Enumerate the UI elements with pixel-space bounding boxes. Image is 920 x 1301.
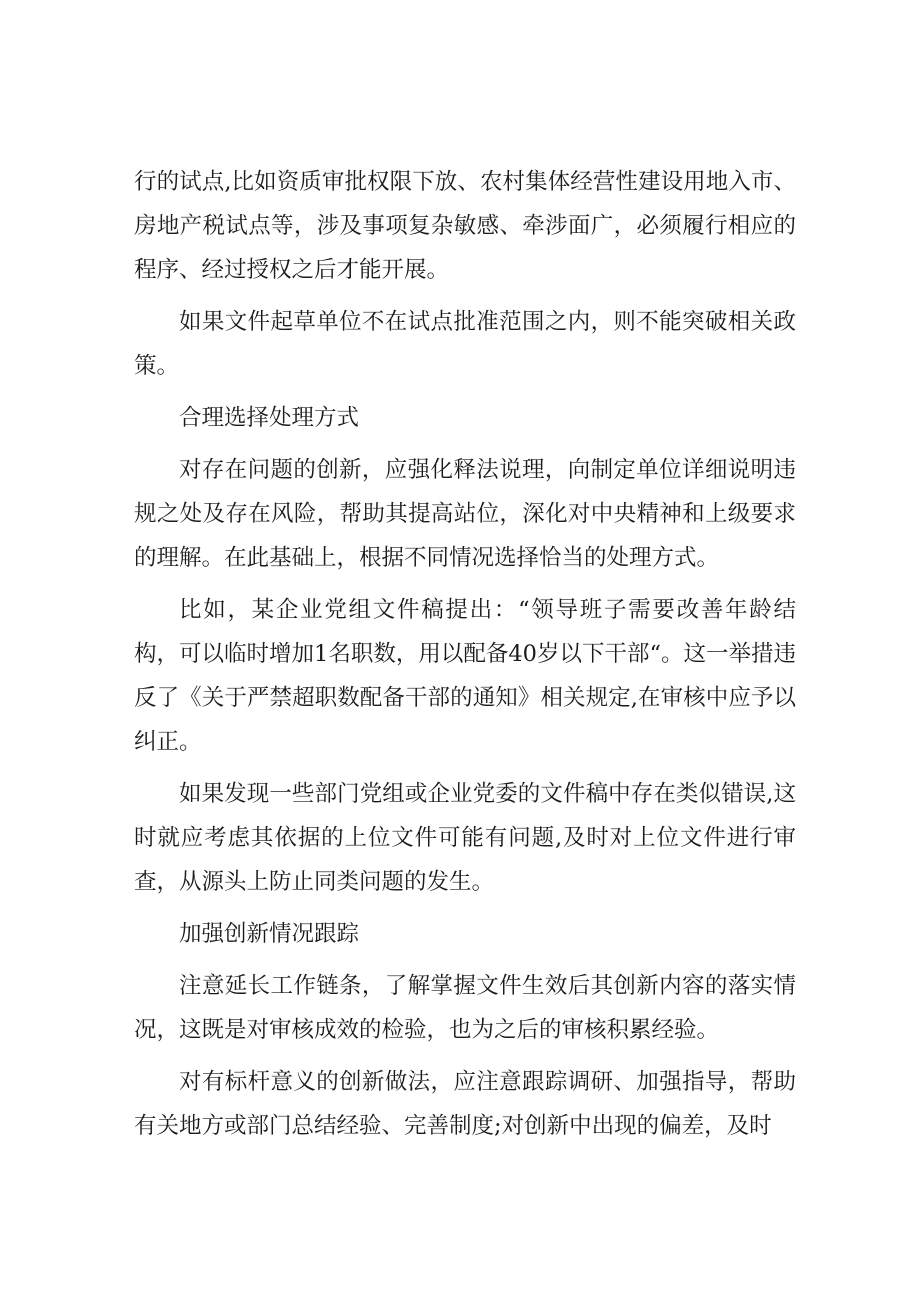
paragraph: 比如，某企业党组文件稿提出：“领导班子需要改善年龄结构，可以临时增加1名职数，用以配备40岁以下干部“。这一举措违反了《关于严禁超职数配备干部的通知》相关规定,在审核中应予以纠正。: [134, 597, 796, 755]
paragraph: 对存在问题的创新，应强化释法说理，向制定单位详细说明违规之处及存在风险，帮助其提高站位，深化对中央精神和上级要求的理解。在此基础上，根据不同情况选择恰当的处理方式。: [134, 457, 796, 571]
paragraph: 如果文件起草单位不在试点批准范围之内，则不能突破相关政策。: [134, 309, 796, 379]
section-heading: 合理选择处理方式: [179, 405, 360, 431]
paragraph: 注意延长工作链条，了解掌握文件生效后其创新内容的落实情况，这既是对审核成效的检验，也为之后的审核积累经验。: [134, 973, 796, 1043]
paragraph: 如果发现一些部门党组或企业党委的文件稿中存在类似错误,这时就应考虑其依据的上位文件可能有问题,及时对上位文件进行审查，从源头上防止同类问题的发生。: [134, 781, 796, 895]
paragraph: 对有标杆意义的创新做法，应注意跟踪调研、加强指导，帮助有关地方或部门总结经验、完善制度;对创新中出现的偏差，及时: [134, 1069, 796, 1139]
paragraph-continuation: 行的试点,比如资质审批权限下放、农村集体经营性建设用地入市、房地产税试点等，涉及事项复杂敏感、牵涉面广，必须履行相应的程序、经过授权之后才能开展。: [134, 169, 796, 283]
section-heading: 加强创新情况跟踪: [179, 921, 360, 947]
document-body: [134, 160, 796, 1156]
